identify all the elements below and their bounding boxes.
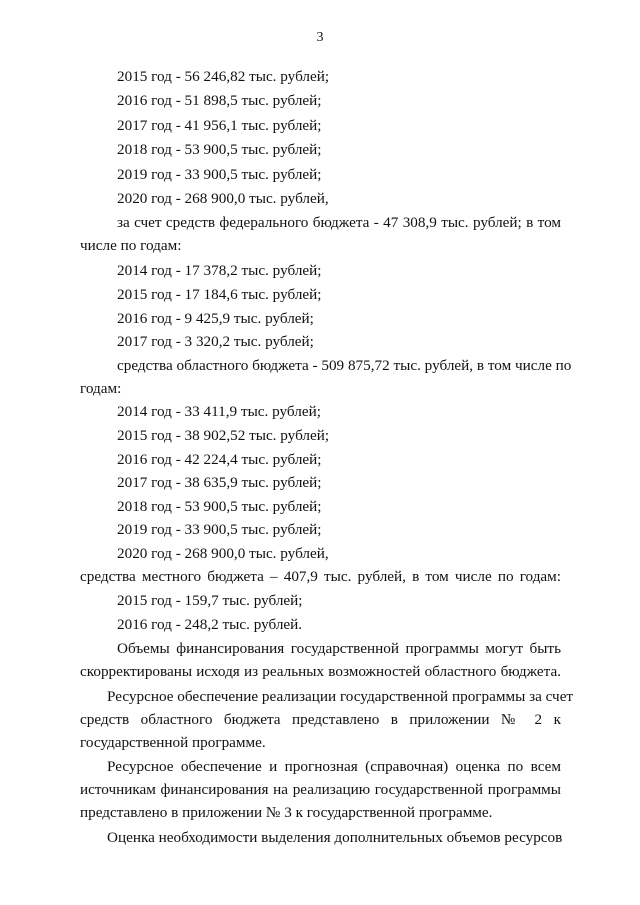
paragraph-appendix3-line-3: представлено в приложении № 3 к государственной программе. [80,804,493,821]
page-number: 3 [316,30,324,45]
regional-2014: 2014 год - 33 411,9 тыс. рублей; [117,403,321,420]
local-budget-line: средства местного бюджета – 407,9 тыс. рублей, в том числе по годам: [80,568,561,585]
federal-budget-line: за счет средств федерального бюджета - 47 308,9 тыс. рублей; в том [117,214,561,231]
paragraph-appendix2-line-1: Ресурсное обеспечение реализации государственной программы за счет [107,688,574,705]
funding-2020-total: 2020 год - 268 900,0 тыс. рублей, [117,190,329,207]
funding-2015-total: 2015 год - 56 246,82 тыс. рублей; [117,68,330,85]
regional-2019: 2019 год - 33 900,5 тыс. рублей; [117,521,322,538]
local-2016: 2016 год - 248,2 тыс. рублей. [117,616,303,633]
funding-2019-total: 2019 год - 33 900,5 тыс. рублей; [117,166,322,183]
federal-budget-line-cont: числе по годам: [80,237,182,254]
paragraph-appendix3-line-1: Ресурсное обеспечение и прогнозная (справочная) оценка по всем [107,758,561,775]
regional-2018: 2018 год - 53 900,5 тыс. рублей; [117,498,322,515]
regional-2015: 2015 год - 38 902,52 тыс. рублей; [117,427,330,444]
paragraph-adjustment-line-1: Объемы финансирования государственной программы могут быть [117,640,561,657]
paragraph-appendix2-line-2: средств областного бюджета представлено в приложении № 2 к [80,711,561,728]
federal-2017: 2017 год - 3 320,2 тыс. рублей; [117,333,314,350]
federal-2014: 2014 год - 17 378,2 тыс. рублей; [117,262,322,279]
paragraph-appendix2-line-3: государственной программе. [80,734,266,751]
paragraph-adjustment-line-2: скорректированы исходя из реальных возможностей областного бюджета. [80,663,561,680]
regional-2016: 2016 год - 42 224,4 тыс. рублей; [117,451,322,468]
regional-budget-line: средства областного бюджета - 509 875,72 тыс. рублей, в том числе по [117,357,572,374]
regional-2017: 2017 год - 38 635,9 тыс. рублей; [117,474,322,491]
paragraph-assessment-line-1: Оценка необходимости выделения дополнительных объемов ресурсов [107,829,563,846]
funding-2017-total: 2017 год - 41 956,1 тыс. рублей; [117,117,322,134]
regional-budget-line-cont: годам: [80,380,122,397]
federal-2016: 2016 год - 9 425,9 тыс. рублей; [117,310,314,327]
local-2015: 2015 год - 159,7 тыс. рублей; [117,592,303,609]
federal-2015: 2015 год - 17 184,6 тыс. рублей; [117,286,322,303]
funding-2018-total: 2018 год - 53 900,5 тыс. рублей; [117,141,322,158]
funding-2016-total: 2016 год - 51 898,5 тыс. рублей; [117,92,322,109]
regional-2020: 2020 год - 268 900,0 тыс. рублей, [117,545,329,562]
paragraph-appendix3-line-2: источникам финансирования на реализацию государственной программы [80,781,561,798]
